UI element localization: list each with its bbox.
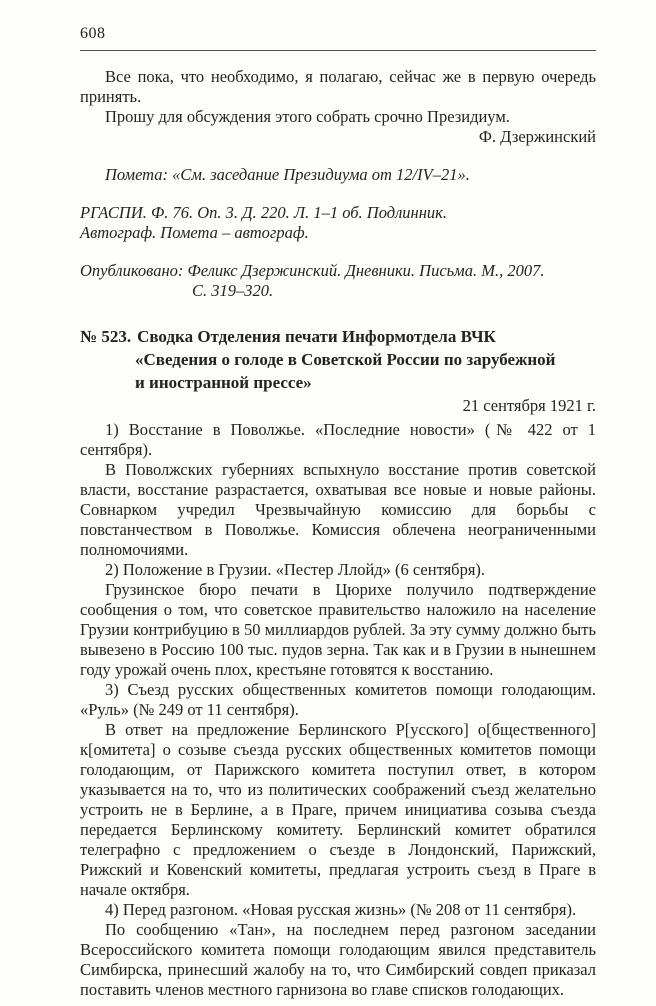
signature: Ф. Дзержинский (478, 127, 596, 146)
document-522-end (80, 67, 596, 301)
document-number: № 523. (80, 327, 132, 346)
published-reference (80, 261, 596, 301)
heading-line: «Сведения о голоде в Советской России по зарубежной (135, 350, 556, 369)
body-paragraph: 2) Положение в Грузии. «Пестер Ллойд» (6 сентября). (105, 560, 486, 579)
heading-line: и иностранной прессе» (135, 373, 312, 392)
heading-line (80, 325, 596, 348)
header-rule (80, 50, 596, 51)
page-number: 608 (80, 25, 106, 42)
published-line: С. 319–320. (192, 281, 274, 300)
body-paragraph: В Поволжских губерниях вспыхнуло восстание против советской власти, восстание разрастается, охватывая все новые и новые районы. Совнарком учредил Чрезвычайную комиссию для борьбы с повстанчеством в Поволжье. Комиссия облечена неограниченными полномочиями. (80, 460, 596, 559)
body-paragraph: Прошу для обсуждения этого собрать срочно Президиум. (105, 107, 510, 126)
published-line: Опубликовано: Феликс Дзержинский. Дневники. Письма. М., 2007. (80, 261, 545, 280)
archive-reference (80, 203, 596, 243)
document-date: 21 сентября 1921 г. (462, 396, 596, 415)
document-523-heading (80, 325, 596, 394)
pometa-note: Помета: «См. заседание Президиума от 12/IV–21». (105, 165, 470, 184)
archive-line: РГАСПИ. Ф. 76. Оп. 3. Д. 220. Л. 1–1 об. Подлинник. (80, 203, 447, 222)
body-paragraph: 3) Съезд русских общественных комитетов помощи голодающим. «Руль» (№ 249 от 11 сентября). (80, 680, 596, 719)
body-paragraph: 1) Восстание в Поволжье. «Последние новости» (№ 422 от 1 сентября). (80, 420, 596, 459)
document-523-body (80, 420, 596, 1000)
body-paragraph: Все пока, что необходимо, я полагаю, сейчас же в первую очередь принять. (80, 67, 596, 106)
body-paragraph: В ответ на предложение Берлинского Р[усского] о[бщественного] к[омитета] о созыве съезда русских общественных комитетов помощи голодающим, от Парижского комитета поступил ответ, в котором указывается на то, что из политических соображений съезд желательно устроить не в Берлине, а в Праге, причем инициатива созыва съезда передается Берлинскому комитету. Берлинский комитет обратился телеграфно с предложением о съезде в Лондонский, Парижский, Рижский и Ковенский комитеты, предлагая устроить съезд в Праге в начале октября. (80, 720, 596, 899)
heading-text: Сводка Отделения печати Информотдела ВЧК (137, 327, 496, 346)
body-paragraph: 4) Перед разгоном. «Новая русская жизнь» (№ 208 от 11 сентября). (105, 900, 577, 919)
archive-line: Автограф. Помета – автограф. (80, 223, 309, 242)
body-paragraph: По сообщению «Тан», на последнем перед разгоном заседании Всероссийского комитета помощи голодающим явился представитель Симбирска, принесший жалобу на то, что Симбирский совдеп приказал поставить членов местного гарнизона во главе списков голодающих. (80, 920, 596, 999)
body-paragraph: Грузинское бюро печати в Цюрихе получило подтверждение сообщения о том, что советское правительство наложило на население Грузии контрибуцию в 50 миллиардов рублей. За эту сумму должно быть вывезено в Россию 100 тыс. пудов зерна. Так как и в Грузии в нынешнем году урожай очень плох, крестьяне готовятся к восстанию. (80, 580, 596, 679)
